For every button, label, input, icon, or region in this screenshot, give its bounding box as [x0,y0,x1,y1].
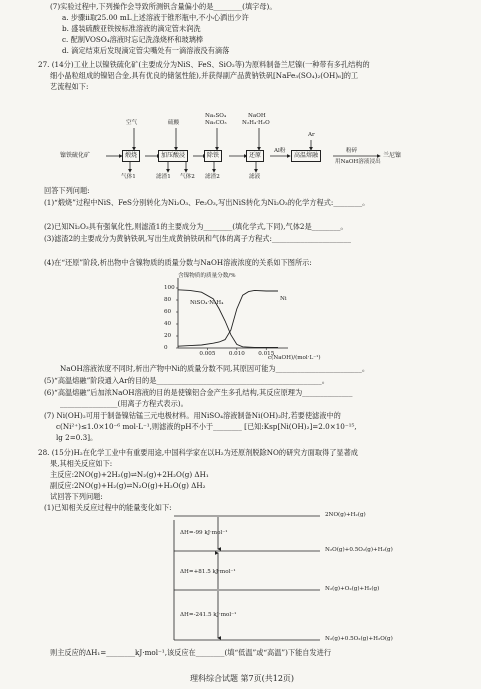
flow-label-al-powder: Al粉 [274,148,286,154]
flow-step-melt: 高温熔融 [291,150,321,162]
q27-part-3: (3)滤渣2的主要成分为黄钠铁矾,写出生成黄钠铁矾和气体的离子方程式:______________________ [44,234,351,243]
q28-main-reaction: 主反应:2NO(g)+2H₂(g)⇌N₂(g)+2H₂O(g) ΔH₁ [50,470,209,479]
flow-out-residue1: 滤渣1 [156,174,171,180]
chart-x-tick-label: 0.015 [258,351,275,357]
q27-part-7b: c(Ni²⁺)≤1.0×10⁻⁶ mol·L⁻¹,则滤液的pH不小于________ [已知:Ksp[Ni(OH)₂]=2.0×10⁻¹⁵, [56,422,357,431]
flow-label-air: 空气 [126,120,138,126]
flow-out-gas2: 气体2 [180,174,195,180]
q28-side-reaction: 副反应:2NO(g)+H₂(g)⇌N₂O(g)+H₂O(g) ΔH₂ [50,481,206,490]
q7-option-c: c. 配制VOSO₄溶液时忘记洗涤烧杯和玻璃棒 [62,35,204,44]
q27-part-6a: (6)“高温熔融”后加浓NaOH溶液的目的是使镍铝合金产生多孔结构,其反应原理为______________ [44,388,353,397]
flow-label-naoh: NaOH [248,113,266,119]
q7-option-a: a. 步骤ⅱ取25.00 mL上述溶液于锥形瓶中,不小心洒出少许 [62,13,249,22]
flow-step-iron-removal: 除铁 [204,150,222,162]
chart-y-tick-label: 60 [164,308,172,315]
q27-intro-3: 艺流程如下: [50,82,89,91]
q28-intro-2: 果,其相关反应如下: [50,459,113,468]
chart-y-tick-label: 40 [164,320,172,327]
q28-part-1: (1)已知相关反应过程中的能量变化如下: [44,503,172,512]
page-footer: 理科综合试题 第7页(共12页) [190,674,295,683]
flow-label-acid: 硫酸 [168,120,180,126]
chart-xlabel: c(NaOH)/(mol·L⁻¹) [268,355,321,361]
flow-out-filtrate: 滤液 [249,174,261,180]
q27-part-5: (5)“高温熔融”阶段通入Ar的目的是______________________________________________。 [44,376,329,385]
chart-series-label-ni: Ni [280,296,287,302]
q27-part-1: (1)“煅烧”过程中NiS、FeS分别转化为Ni₂O₃、Fe₂O₃,写出NiS转化为Ni₂O₃的化学方程式:________。 [44,198,370,207]
energy-level-3: N₂(g)+O₂(g)+H₂(g) [325,586,380,592]
q27-part-7a: (7) Ni(OH)₂可用于制备镍钴锰三元电极材料。用NiSO₄溶液制备Ni(OH)₂时,若要使滤液中的 [44,411,341,420]
q27-intro-1: 27. (14分)工业上以镍铁硫化矿(主要成分为NiS、FeS、SiO₂等)为原料制备兰尼镍(一种带有多孔结构的 [38,60,370,69]
energy-level-4: N₂(g)+0.5O₂(g)+H₂O(g) [325,636,393,642]
chart-x-tick-label: 0.005 [199,351,216,357]
chart-x-tick-label: 0.010 [228,351,245,357]
q28-intro-1: 28. (15分)H₂在化学工业中有重要用途,中国科学家在以H₂为还原剂脱除NO的研究方面取得了显著成 [38,448,358,457]
energy-level-2: N₂O(g)+0.5O₂(g)+H₂(g) [325,547,393,553]
q28-ask: 试回答下列问题: [50,492,103,501]
q7-option-d: d. 滴定结束后发现滴定管尖嘴处有一滴溶液没有滴落 [62,46,230,55]
flow-label-na2co3: Na₂CO₃ [205,120,227,126]
flow-label-naoh-soak: 用NaOH溶液浸出 [335,159,381,165]
chart-y-tick-label: 0 [164,344,168,351]
flow-out-residue2: 滤渣2 [205,174,220,180]
q27-part-4a: NaOH溶液浓度不同时,析出产物中Ni的质量分数不同,其原因可能为________________________。 [60,364,370,373]
chart-ylabel: 含镍物质的质量分数/% [178,273,236,279]
chart-y-tick-label: 20 [164,332,172,339]
flow-step-acid-leach: 加压酸浸 [158,150,188,162]
chart-y-tick-label: 80 [164,296,172,303]
q27-part-7c: lg 2=0.3]。 [56,433,98,442]
q7-title: (7)实验过程中,下列操作会导致所测钒含量偏小的是________(填字母)。 [50,2,277,11]
flow-label-na2so4: Na₂SO₄ [205,113,227,119]
q27-part-2: (2)已知Ni₂O₃具有强氧化性,则滤渣1的主要成分为________(填化学式,下同),气体2是________。 [44,222,348,231]
energy-dh-2: ΔH=+81.5 kJ·mol⁻¹ [180,569,236,575]
flow-label-powder: 粉碎 [346,148,358,154]
energy-dh-1: ΔH=-99 kJ·mol⁻¹ [180,530,228,536]
flow-label-hydrazine: N₂H₄·H₂O [242,120,270,126]
flow-step-roast: 煅烧 [122,150,140,162]
q27-part-4: (4)在“还原”阶段,析出物中含镍物质的质量分数与NaOH溶液浓度的关系如下图所示: [44,258,312,267]
q28-last-line: 则主反应的ΔH₁=________kJ·mol⁻¹,该反应在________(填“低温”或“高温”)下能自发进行 [50,648,332,657]
energy-level-1: 2NO(g)+H₂(g) [325,512,366,518]
chart-series-label-niso4: NiSO₄·N₂H₄ [190,300,224,306]
chart-y-tick-label: 100 [164,284,175,291]
energy-dh-3: ΔH=-241.5 kJ·mol⁻¹ [180,612,237,618]
q7-option-b: b. 盛装硫酸亚铁铵标准溶液的滴定管未润洗 [62,24,201,33]
flow-out-gas1: 气体1 [121,174,136,180]
flow-raw-material: 镍铁硫化矿 [60,152,91,159]
q27-part-6b: ________________(用离子方程式表示)。 [60,399,188,408]
flow-label-ar: Ar [308,132,315,138]
flow-step-reduce: 还原 [246,150,264,162]
flow-product: 兰尼镍 [383,152,402,159]
q27-intro-2: 细小晶粒组成的镍铝合金,具有优良的储氢性能),并获得副产品黄钠铁矾[NaFe₃(SO₄)₂(OH)₆]的工 [50,71,359,80]
q27-answer-intro: 回答下列问题: [44,186,90,195]
